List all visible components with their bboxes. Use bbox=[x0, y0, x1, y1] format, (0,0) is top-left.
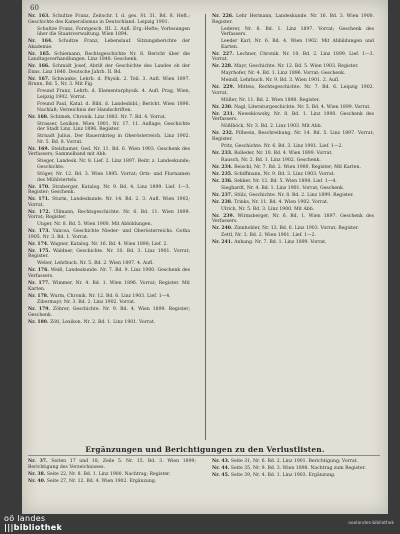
list-item bbox=[28, 459, 196, 470]
entry-number: Nr. 44. bbox=[212, 465, 230, 471]
logo-line-2: |||bibliothek bbox=[4, 523, 63, 532]
left-column bbox=[28, 14, 190, 327]
list-item bbox=[212, 52, 374, 63]
entry-text: Meindl, Lehrbuch. Nr. 9. Bd. 3. Wien 1901. 2. Aufl. bbox=[221, 78, 340, 84]
entry-text: Strnadt Julius, Der Bauernkrieg in Oberösterreich. Linz 1902. Nr. 5. Bd. 8. Vorrat. bbox=[37, 134, 190, 145]
list-item bbox=[212, 98, 374, 104]
section-rule bbox=[28, 455, 380, 456]
entry-text: Pillwein, Beschreibung. Nr. 14. Bd. 5. Linz 1897. Vorrat; Register. bbox=[212, 131, 375, 142]
supplement-title: Ergänzungen und Berichtigungen zu den Verlustlisten. bbox=[85, 445, 325, 454]
entry-text: Sturm, Landeskunde. Nr. 14. Bd. 2. 3. Aufl. Wien 1902; Vorrat. bbox=[28, 197, 190, 208]
entry-text: Zibermayr, Nr. 3. Bd. 2. Linz 1902. Vorrat. bbox=[37, 300, 136, 306]
entry-number: Nr. 169. bbox=[28, 146, 50, 152]
entry-text: Schiemann, Rechtsgeschichte Nr. 8. Bericht über die Landtagsverhandlungen. Linz 1848. Geschenk. bbox=[28, 51, 190, 63]
entry-text: Seite 39, Nr. 4. Bd. 1. Linz 1903. Ergänzung. bbox=[230, 472, 336, 478]
entry-text: Freund Paul, Katal. d. Bibl. d. Landesbibl.; Bericht. Wien 1896. Nachlaß; Verzeichnis der Handschriften. bbox=[37, 102, 190, 113]
entry-number: Nr. 168. bbox=[28, 114, 49, 120]
entry-text: Zinnhobler, Nr. 13. Bd. 6. Linz 1903. Vorrat; Register. bbox=[234, 226, 359, 232]
entry-text: Stieger, Landesk. Nr. 8. Lief. 2. Linz 1897. Beitr. z. Landeskunde; Geschichte. bbox=[37, 159, 190, 170]
entry-number: Nr. 233. bbox=[212, 150, 233, 156]
entry-number: Nr. 235. bbox=[212, 171, 233, 177]
entry-number: Nr. 165. bbox=[28, 51, 51, 57]
list-item bbox=[212, 226, 374, 232]
entry-number: Nr. 166. bbox=[28, 64, 50, 70]
entry-number: Nr. 43. bbox=[212, 459, 230, 464]
entry-text: Mayr, Geschichte. Nr. 12. Bd. 5. Wien 1903. Register. bbox=[234, 64, 359, 70]
list-item bbox=[212, 214, 374, 225]
list-item bbox=[28, 115, 190, 121]
list-item bbox=[212, 144, 374, 150]
list-item bbox=[28, 479, 196, 485]
document-page bbox=[22, 0, 388, 514]
list-item bbox=[212, 207, 374, 213]
entry-text: Seite 22, Nr. 8. Bd. 1. Linz 1900. Nachtrag; Register. bbox=[46, 471, 171, 477]
list-item bbox=[28, 77, 190, 88]
entry-text: Rausch, Nr. 2. Bd. 1. Linz 1902. Geschenk. bbox=[221, 157, 321, 163]
entry-text: Zötl, Lexikon. Nr. 2. Bd. 1. Linz 1901. Vorrat. bbox=[50, 320, 156, 326]
entry-text: Neweklowsky, Nr. 8. Bd. 1. Linz 1900. Geschenk des Verfassers. bbox=[212, 111, 374, 123]
entry-number: Nr. 226. bbox=[212, 14, 234, 19]
entry-number: Nr. 170. bbox=[28, 184, 50, 190]
entry-text: Nagl, Literaturgeschichte. Nr. 5. Bd. 4. Wien 1899. Vorrat. bbox=[234, 104, 371, 110]
entry-text: Freund Franz, Lehrb. d. Elementarphysik. 4. Aufl. Prag, Wien, Leipzig 1902. Vorrat. bbox=[37, 89, 190, 101]
list-item bbox=[212, 14, 374, 25]
list-item bbox=[28, 229, 190, 240]
entry-text: Seite 35, Nr. 9. Bd. 3. Wien 1898. Nachtrag zum Register. bbox=[230, 465, 366, 471]
entry-number: Nr. 171. bbox=[28, 197, 50, 203]
entry-number: Nr. 234. bbox=[212, 164, 233, 170]
list-item bbox=[28, 249, 190, 260]
entry-text: Stelzhamer, Ged. Nr. 11. Bd. 6. Wien 1903. Geschenk des Verfassers; Sammelband mit Abb. bbox=[28, 146, 190, 158]
supplement-left-column bbox=[28, 459, 196, 486]
entry-text: Stöger, Nr. 12. Bd. 3. Wien 1895. Vorrat; Orts- und Flurnamen des Mühlviertels. bbox=[37, 171, 190, 183]
entry-text: Straberger, Katalog. Nr. 9. Bd. 4. Linz 1899. Lief. 1—3. Register; Geschenk. bbox=[28, 184, 190, 196]
supplement-right-column bbox=[212, 459, 380, 480]
list-item bbox=[212, 131, 374, 142]
list-item bbox=[212, 124, 374, 130]
entry-text: Schultze Franz, Zeitschr. f. d. ges. St. 31. Bd. 8. Heft.; Geschichte des Kameralismus in Deutschland. Leipzig 1901. bbox=[28, 14, 190, 25]
entry-text: Schultze Franz, Lebenslauf. Sitzungsberichte der Akademie. bbox=[28, 39, 190, 50]
entry-text: Zettl, Nr. 3. Bd. 2. Wien 1901. Lief. 1—2. bbox=[221, 233, 316, 239]
list-item bbox=[212, 71, 374, 77]
list-item bbox=[212, 39, 374, 50]
list-item bbox=[28, 134, 190, 145]
entry-number: Nr. 177. bbox=[28, 280, 50, 286]
entry-text: Lederer, Nr. 8. Bd. 1. Linz 1897. Vorrat; Geschenk des Verfassers. bbox=[221, 26, 374, 38]
entry-number: Nr. 45. bbox=[212, 472, 230, 478]
entry-number: Nr. 238. bbox=[212, 199, 233, 205]
entry-text: Leeder Karl, Nr. 6. Bd. 4. Wien 1902. Mit Abbildungen und Karten. bbox=[221, 39, 374, 50]
entry-text: Wirmsberger, Nr. 6. Bd. 1. Wien 1897. Geschenk des Verfassers. bbox=[212, 213, 374, 225]
entry-number: Nr. 236. bbox=[212, 178, 233, 184]
entry-number: Nr. 163. bbox=[28, 14, 50, 19]
list-item bbox=[28, 307, 190, 318]
entry-text: Wurm, Chronik. Nr. 12. Bd. 6. Linz 1903. Lief. 1—4. bbox=[50, 293, 171, 299]
list-item bbox=[28, 222, 190, 228]
entry-number: Nr. 172. bbox=[28, 209, 51, 215]
entry-text: Vancsa, Geschichte Nieder- und Oberösterreichs. Gotha 1905. Nr. 3. Bd. 1. Vorrat. bbox=[28, 229, 190, 240]
entry-number: Nr. 175. bbox=[28, 248, 51, 254]
entry-number: Nr. 167. bbox=[28, 76, 50, 82]
entry-text: Zöhrer, Geschichte. Nr. 9. Bd. 4. Wien 1899. Register; Geschenk. bbox=[28, 307, 190, 319]
entry-text: Sekker, Nr. 12. Bd. 5. Wien 1898. Lief. 1—4. bbox=[234, 178, 337, 184]
list-item bbox=[28, 210, 190, 221]
list-item bbox=[212, 200, 374, 206]
entry-text: Unger, Nr. 8. Bd. 5. Wien 1900. Mit Abbildungen. bbox=[37, 222, 153, 228]
list-item bbox=[212, 172, 374, 178]
entry-number: Nr. 231. bbox=[212, 111, 235, 117]
list-item bbox=[28, 102, 190, 113]
list-item bbox=[212, 165, 374, 171]
list-item bbox=[28, 172, 190, 183]
entry-text: Weiß, Landeskunde. Nr. 7. Bd. 9. Linz 1900. Geschenk des Verfassers. bbox=[28, 268, 190, 279]
right-column bbox=[212, 14, 374, 247]
entry-text: Schmidt Josef, Abriß der Geschichte des Landes ob der Enns. Linz 1840. Deutsche Jahrb. II. Bd. bbox=[28, 64, 190, 75]
list-item bbox=[212, 151, 374, 157]
entry-number: Nr. 232. bbox=[212, 131, 234, 137]
list-item bbox=[212, 193, 374, 199]
logo-line-1: oö landes bbox=[4, 514, 46, 523]
page-number: 60 bbox=[30, 4, 39, 12]
list-item bbox=[28, 281, 190, 292]
entry-number: Nr. 179. bbox=[28, 307, 50, 313]
entry-number: Nr. 164. bbox=[28, 39, 53, 45]
entry-text: Seite 31, Nr. 6. Bd. 2. Linz 1901. Berichtigung; Vorrat. bbox=[230, 459, 359, 464]
list-item bbox=[28, 261, 190, 267]
list-item bbox=[28, 89, 190, 100]
list-item bbox=[212, 233, 374, 239]
list-item bbox=[212, 179, 374, 185]
entry-text: Waldner, Geschichte. Nr. 10. Bd. 3. Linz 1901. Vorrat; Register. bbox=[28, 248, 190, 260]
list-item bbox=[212, 105, 374, 111]
entry-number: Nr. 228. bbox=[212, 64, 233, 70]
entry-text: Anhang. Nr. 7. Bd. 1. Linz 1899. Vorrat. bbox=[234, 240, 327, 246]
list-item bbox=[28, 122, 190, 133]
list-item bbox=[212, 240, 374, 246]
entry-text: Stülz, Geschichte. Nr. 8. Bd. 2. Linz 1899. Register. bbox=[234, 192, 354, 198]
entry-text: Reischl, Nr. 7. Bd. 2. Wien 1900. Register; Mit Karten. bbox=[234, 164, 361, 170]
list-item bbox=[28, 39, 190, 50]
entry-text: Sieghardt, Nr. 4. Bd. 1. Linz 1901. Vorrat; Geschenk. bbox=[221, 185, 345, 191]
list-item bbox=[28, 242, 190, 248]
entry-number: Nr. 178. bbox=[28, 293, 49, 299]
entry-number: Nr. 240. bbox=[212, 226, 233, 232]
entry-number: Nr. 237. bbox=[212, 192, 233, 198]
entry-text: Müller, Nr. 11. Bd. 2. Wien 1898. Register. bbox=[221, 97, 320, 103]
entry-number: Nr. 180. bbox=[28, 320, 49, 326]
list-item bbox=[212, 64, 374, 70]
entry-text: Seite 27, Nr. 12. Bd. 4. Wien 1902. Ergänzung. bbox=[46, 478, 157, 484]
entry-text: Schiffmann, Nr. 9. Bd. 3. Linz 1903. Vorrat. bbox=[234, 171, 336, 177]
entry-number: Nr. 176. bbox=[28, 268, 49, 274]
list-item bbox=[212, 27, 374, 38]
library-logo[interactable] bbox=[4, 514, 114, 534]
entry-text: Wagner, Katalog. Nr. 16. Bd. 4. Wien 1898; Lief. 2. bbox=[50, 241, 168, 247]
list-item bbox=[28, 64, 190, 75]
entry-text: Lehr Hermann, Landeskunde. Nr. 16. Bd. 3. Wien 1900. Register. bbox=[212, 14, 374, 25]
entry-number: Nr. 241. bbox=[212, 240, 233, 246]
list-item bbox=[28, 294, 190, 300]
entry-text: Weber, Lehrbuch. Nr. 5. Bd. 2. Wien 1897. 4. Aufl. bbox=[37, 261, 154, 267]
list-item bbox=[212, 78, 374, 84]
entry-number: Nr. 239. bbox=[212, 213, 235, 219]
entry-number: Nr. 173. bbox=[28, 229, 50, 235]
entry-number: Nr. 38. bbox=[28, 471, 46, 477]
credit-label: ooelandes-bibliothek bbox=[348, 521, 394, 526]
entry-text: Nößlböck, Nr. 3. Bd. 2. Linz 1903. Mit Abb. bbox=[221, 124, 322, 130]
list-item bbox=[212, 186, 374, 192]
entry-text: Schwanke, Lehrb. d. Physik. 2. Teil. 3. Aufl. Wien 1897. Brunn, Bd. 5, Nr. 3. Mit Fig. bbox=[28, 76, 190, 88]
entry-text: Pritz, Geschichte. Nr. 6. Bd. 3. Linz 1901. Lief. 1—2. bbox=[221, 143, 343, 149]
entry-text: Strasser, Lexikon. Wien 1901. Nr. 17. 11. Auflage; Geschichte der Stadt Linz. Linz 1896. Register. bbox=[37, 121, 190, 133]
list-item bbox=[212, 466, 380, 472]
entry-number: Nr. 174. bbox=[28, 241, 49, 247]
entry-text: Wimmer, Nr. 4. Bd. 1. Wien 1896. Vorrat; Register. Mit Karten. bbox=[28, 280, 190, 292]
entry-text: Seiten 17 und 18, Zeile 5. Nr. 15. Bd. 3. Wien 1899; Berichtigung des Verzeichnisses. bbox=[28, 459, 197, 470]
list-item bbox=[28, 52, 190, 63]
entry-number: Nr. 230. bbox=[212, 104, 233, 110]
entry-number: Nr. 227. bbox=[212, 51, 234, 57]
list-item bbox=[28, 472, 196, 478]
entry-text: Mayrhofer, Nr. 4. Bd. 1. Linz 1896. Vorrat; Geschenk. bbox=[221, 71, 346, 77]
entry-number: Nr. 229. bbox=[212, 85, 235, 91]
list-item bbox=[212, 112, 374, 123]
list-item bbox=[212, 158, 374, 164]
list-item bbox=[212, 473, 380, 479]
entry-text: Lechner, Chronik. Nr. 10. Bd. 2. Linz 1899. Lief. 1—3. Vorrat. bbox=[212, 51, 375, 63]
list-item bbox=[212, 85, 374, 96]
column-divider bbox=[205, 14, 206, 440]
entry-text: Ulrich, Nr. 5. Bd. 3. Linz 1900. Mit Abb. bbox=[221, 206, 315, 212]
entry-text: Mitteis, Rechtsgeschichte. Nr. 7. Bd. 6. Leipzig 1902. Vorrat. bbox=[212, 85, 374, 96]
list-item bbox=[28, 147, 190, 158]
list-item bbox=[28, 197, 190, 208]
entry-number: Nr. 37. bbox=[28, 459, 48, 464]
list-item bbox=[28, 159, 190, 170]
list-item bbox=[28, 268, 190, 279]
entry-text: Schultze Franz, Forstgesch. III. 2. Aufl. Erg.-Hefte; Vorlesungen über die Staatsverwaltung. Wien 1894. bbox=[37, 26, 190, 38]
entry-text: Ullmann, Rechtsgeschichte. Nr. 6. Bd. 11. Wien 1899. Vorrat; Register. bbox=[28, 209, 190, 221]
list-item bbox=[28, 300, 190, 306]
entry-text: Schimek, Chronik. Linz 1883. Nr. 7. Bd. 4. Vorrat. bbox=[50, 114, 167, 120]
list-item bbox=[28, 27, 190, 38]
list-item bbox=[28, 320, 190, 326]
entry-text: Rolleder, Nr. 10. Bd. 4. Wien 1899. Vorrat. bbox=[234, 150, 333, 156]
list-item bbox=[212, 459, 380, 465]
entry-number: Nr. 40. bbox=[28, 478, 46, 484]
list-item bbox=[28, 185, 190, 196]
list-item bbox=[28, 14, 190, 25]
entry-text: Trinks, Nr. 11. Bd. 4. Wien 1902. Vorrat. bbox=[234, 199, 329, 205]
